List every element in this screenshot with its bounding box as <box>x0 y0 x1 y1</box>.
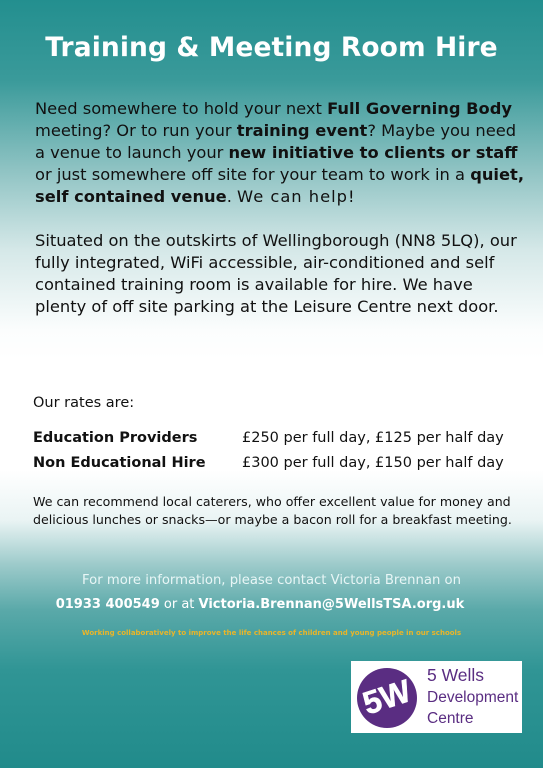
contact-line: For more information, please contact Victoria Brennan on <box>82 573 461 588</box>
logo-line-3: Centre <box>427 710 474 727</box>
contact-connector: or at <box>159 597 199 612</box>
intro-text-2: meeting? Or to run your <box>35 121 237 140</box>
intro-text-1: Need somewhere to hold your next <box>35 99 328 118</box>
intro-bold-governing-body: Full Governing Body <box>327 99 513 118</box>
rate-label: Education Providers <box>33 430 198 446</box>
logo-mark-text: 5W <box>358 672 416 722</box>
intro-bold-training-event: training event <box>236 121 368 140</box>
contact-details <box>0 597 520 612</box>
intro-text-3: ? Maybe you need a venue to launch your <box>35 121 517 162</box>
intro-bold-new-initiative: new initiative to clients or staff <box>228 143 518 162</box>
5-wells-logo <box>351 661 522 733</box>
rate-value: £250 per full day, £125 per half day <box>242 430 504 446</box>
intro-bold-quiet-venue: quiet, self contained venue <box>35 165 525 206</box>
rates-intro: Our rates are: <box>33 395 135 411</box>
rate-row <box>33 430 523 452</box>
intro-text-5: . <box>226 187 238 206</box>
rate-row <box>33 455 523 477</box>
location-paragraph: Situated on the outskirts of Wellingborough (NN8 5LQ), our fully integrated, WiFi accessible, air-conditioned and self contained training room is available for hire. We have plenty of off site parking at the Leisure Centre next door. <box>35 231 517 316</box>
intro-paragraph <box>35 98 525 208</box>
intro-text-4: or just somewhere off site for your team to work in a <box>35 165 471 184</box>
rate-label: Non Educational Hire <box>33 455 206 471</box>
logo-line-2: Development <box>427 689 519 706</box>
tagline: Working collaboratively to improve the life chances of children and young people in our schools <box>81 629 462 637</box>
intro-we-can-help: We can help! <box>237 187 356 206</box>
contact-phone: 01933 400549 <box>55 597 160 612</box>
contact-email-link[interactable]: Victoria.Brennan@5WellsTSA.org.uk <box>198 597 465 612</box>
page-title: Training & Meeting Room Hire <box>45 32 498 63</box>
rate-value: £300 per full day, £150 per half day <box>242 455 504 471</box>
5w-logo-icon <box>351 661 423 733</box>
logo-line-1: 5 Wells <box>427 665 485 685</box>
catering-note: We can recommend local caterers, who offer excellent value for money and delicious lunches or snacks—or maybe a bacon roll for a breakfast meeting. <box>33 494 512 527</box>
